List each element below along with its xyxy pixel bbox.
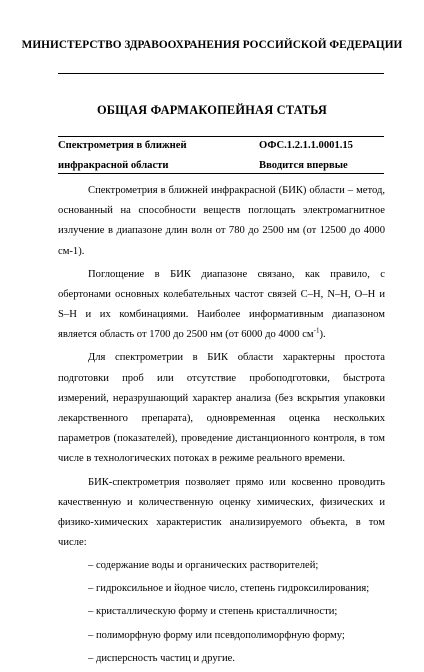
paragraph-absorption-end: ). bbox=[319, 329, 326, 341]
article-status: Вводится впервые bbox=[259, 160, 348, 171]
list-item: – полиморфную форму или псевдополиморфную форму; bbox=[88, 629, 345, 641]
article-code: ОФС.1.2.1.1.0001.15 bbox=[259, 140, 353, 151]
list-item: – кристаллическую форму и степень кристалличности; bbox=[88, 606, 338, 618]
article-title bbox=[58, 136, 187, 176]
list-item: – гидроксильное и йодное число, степень гидроксилирования; bbox=[88, 583, 370, 595]
list-item: – содержание воды и органических растворителей; bbox=[88, 560, 319, 572]
document-type-title: ОБЩАЯ ФАРМАКОПЕЙНАЯ СТАТЬЯ bbox=[96, 103, 328, 117]
divider-bottom bbox=[58, 173, 384, 174]
superscript-exponent: -1 bbox=[313, 326, 320, 335]
list-item: – дисперсность частиц и другие. bbox=[88, 652, 235, 664]
ministry-heading: МИНИСТЕРСТВО ЗДРАВООХРАНЕНИЯ РОССИЙСКОЙ ФЕДЕРАЦИИ bbox=[21, 39, 403, 51]
article-title-line-2: инфракрасной области bbox=[58, 160, 169, 171]
article-title-line-1: Спектрометрия в ближней bbox=[58, 140, 187, 151]
paragraph-advantages: Для спектрометрии в БИК области характерны простота подготовки проб или отсутствие пробоподготовки, быстрота измерений, неразрушающий характер анализа (без вскрытия упаковки лекарственного препарата), одновременная оценка нескольких параметров (показателей), проведение дистанционного контроля, в том числе в технологических потоках в режиме реального времени. bbox=[58, 352, 385, 465]
paragraph-applications: БИК-спектрометрия позволяет прямо или косвенно проводить качественную и количественную оценку химических, физических и физико-химических характеристик анализируемого объекта, в том числе: bbox=[58, 476, 385, 549]
paragraph-absorption bbox=[58, 265, 385, 346]
article-meta bbox=[259, 136, 353, 176]
paragraph-absorption-text: Поглощение в БИК диапазоне связано, как правило, с обертонами основных колебательных частот связей С–Н, N–H, O–H и S–H и их комбинациями. Наиболее информативным диапазоном является область от 1700 до 2500 нм (от 6000 до 4000 см bbox=[58, 268, 385, 341]
divider-top bbox=[58, 73, 384, 74]
article-body bbox=[58, 181, 385, 672]
paragraph-definition: Спектрометрия в ближней инфракрасной (БИК) области – метод, основанный на способности веществ поглощать электромагнитное излучение в диапазоне длин волн от 780 до 2500 нм (от 12500 до 4000 см-1). bbox=[58, 185, 385, 257]
applications-list bbox=[58, 556, 385, 669]
